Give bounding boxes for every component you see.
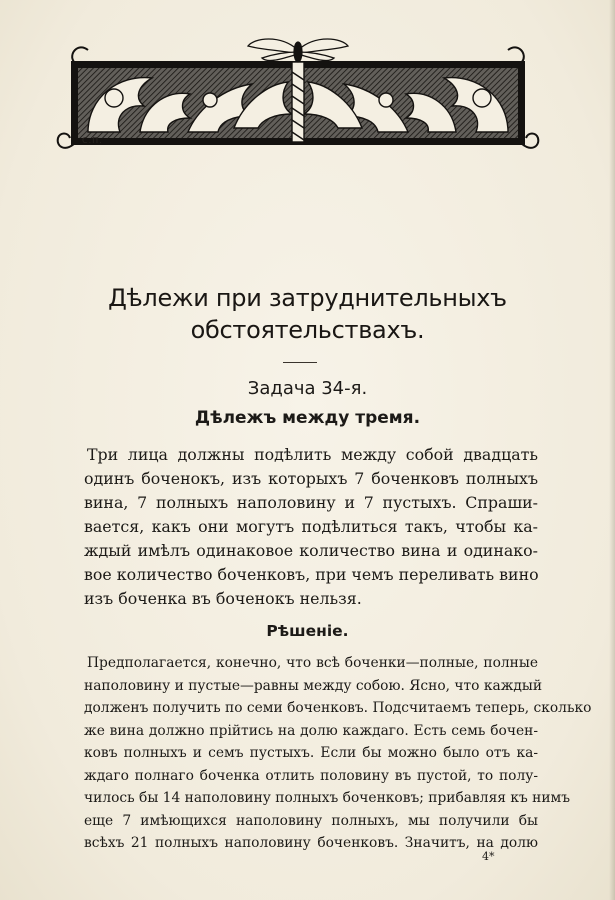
problem-line: вина, 7 полныхъ наполовину и 7 пустыхъ. Спраши- [84, 493, 538, 512]
page-edge-shadow [609, 0, 615, 900]
solution-heading: Рѣшеніе. [266, 622, 349, 640]
problem-number: Задача 34-я. [247, 378, 368, 399]
problem-statement [84, 443, 538, 611]
problem-line: вое количество боченковъ, при чемъ переливать вино [84, 565, 539, 584]
solution-line: ковъ полныхъ и семъ пустыхъ. Если бы можно было отъ ка- [84, 745, 538, 761]
solution-text [84, 652, 592, 855]
problem-line: ждый имѣлъ одинаковое количество вина и одинако- [84, 541, 538, 560]
problem-line: Три лица должны подѣлить между собой двадцать [87, 445, 538, 464]
problem-title: Дѣлежъ между тремя. [194, 408, 421, 428]
chapter-title-line-1: Дѣлежи при затруднительныхъ [108, 284, 507, 312]
solution-line: наполовину и пустые—равны между собою. Ясно, что каждый [84, 677, 543, 694]
solution-line: еще 7 имѣющихся наполовину полныхъ, мы получили бы [84, 812, 538, 829]
solution-line: всѣхъ 21 полныхъ наполовину боченковъ. Значитъ, на долю [84, 835, 538, 851]
solution-line: же вина должно прійтись на долю каждаго. Есть семь бочен- [84, 722, 538, 739]
solution-line: долженъ получить по семи боченковъ. Подсчитаемъ теперь, сколько [84, 700, 592, 716]
problem-line: изъ боченка въ боченокъ нельзя. [84, 589, 362, 608]
solution-line: ждаго полнаго боченка отлить половину въ пустой, то полу- [84, 767, 538, 784]
problem-line: вается, какъ они могутъ подѣлиться такъ, чтобы ка- [84, 517, 538, 536]
solution-line: чилось бы 14 наполовину полныхъ боченковъ; прибавляя къ нимъ [84, 790, 571, 806]
ornamental-headpiece [48, 28, 548, 168]
artist-monogram: С.П. [82, 136, 103, 145]
printer-signature-mark: 4* [482, 850, 495, 863]
title-divider [283, 362, 317, 363]
problem-line: одинъ боченокъ, изъ которыхъ 7 боченковъ полныхъ [84, 469, 538, 488]
solution-line: Предполагается, конечно, что всѣ боченки—полные, полные [87, 655, 538, 671]
chapter-title-line-2: обстоятельствахъ. [190, 316, 425, 344]
